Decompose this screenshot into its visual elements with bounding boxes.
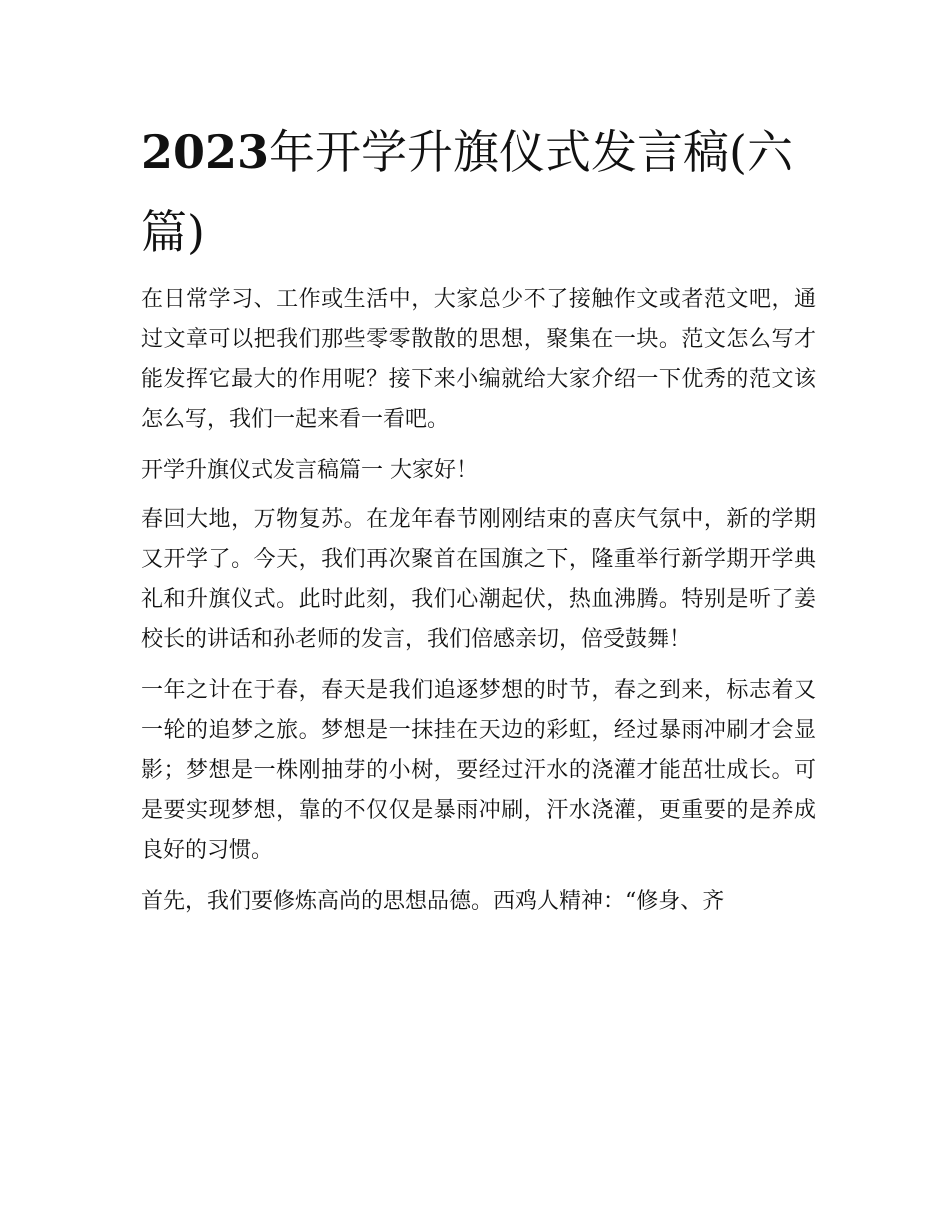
document-title xyxy=(141,112,816,272)
body-paragraph: 首先，我们要修炼高尚的思想品德。西鸡人精神：“修身、齐 xyxy=(141,889,725,914)
section-heading-paragraph: 开学升旗仪式发言稿篇一 大家好！ xyxy=(141,458,478,483)
body-paragraph: 一年之计在于春，春天是我们追逐梦想的时节，春之到来，标志着又一轮的追梦之旅。梦想是一抹挂在天边的彩虹，经过暴雨冲刷才会显影；梦想是一株刚抽芽的小树，要经过汗水的浇灌才能茁壮成长。可是要实现梦想，靠的不仅仅是暴雨冲刷，汗水浇灌，更重要的是养成良好的习惯。 xyxy=(141,678,816,863)
document-content xyxy=(141,112,816,933)
intro-paragraph: 在日常学习、工作或生活中，大家总少不了接触作文或者范文吧，通过文章可以把我们那些零零散散的思想，聚集在一块。范文怎么写才能发挥它最大的作用呢？接下来小编就给大家介绍一下优秀的范文该怎么写，我们一起来看一看吧。 xyxy=(141,287,816,432)
title-text: 年开学升旗仪式发言稿(六篇) xyxy=(141,125,793,259)
title-year: 2023 xyxy=(141,125,270,179)
body-paragraph: 春回大地，万物复苏。在龙年春节刚刚结束的喜庆气氛中，新的学期又开学了。今天，我们再次聚首在国旗之下，隆重举行新学期开学典礼和升旗仪式。此时此刻，我们心潮起伏，热血沸腾。特别是听了姜校长的讲话和孙老师的发言，我们倍感亲切，倍受鼓舞！ xyxy=(141,507,816,652)
document-body xyxy=(141,280,816,922)
